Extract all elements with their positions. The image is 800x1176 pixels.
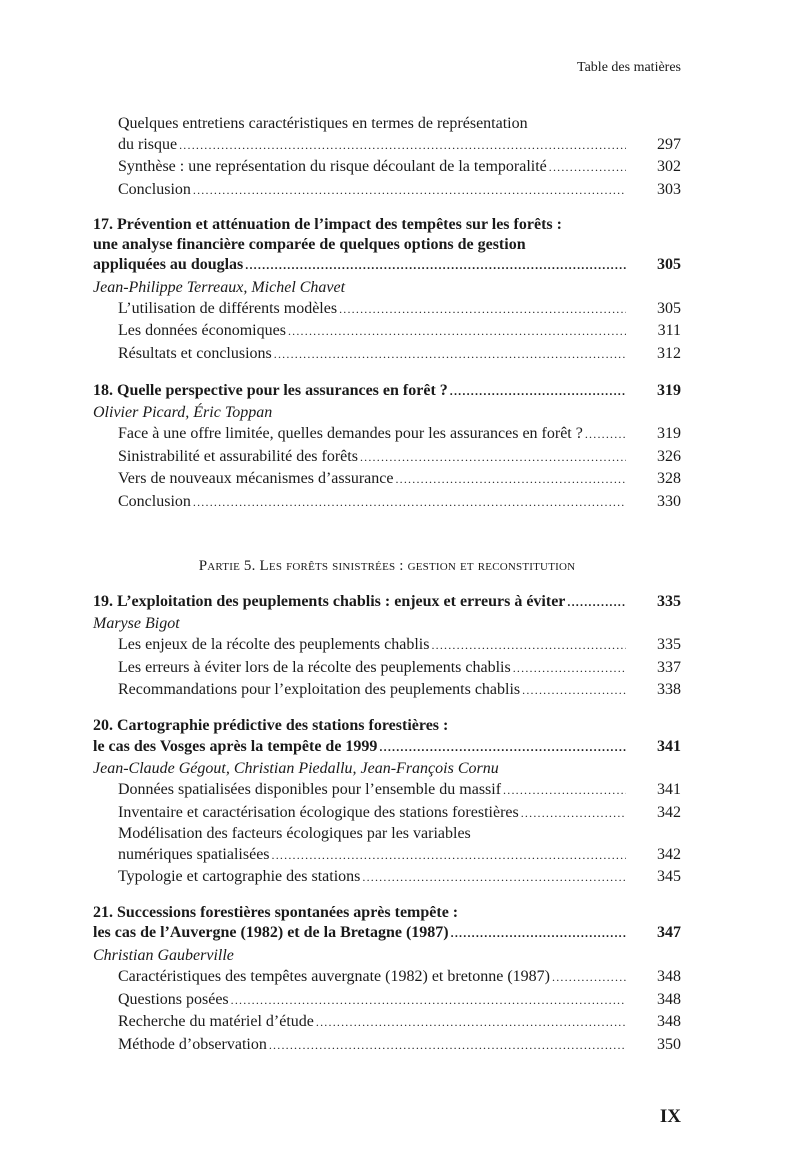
chapter-authors: Maryse Bigot [93,615,180,633]
page-number: 342 [657,845,681,863]
chapter-title: le cas des Vosges après la tempête de 1999 [93,737,378,755]
toc-entry[interactable] [93,1011,681,1034]
chapter-entry[interactable] [93,736,681,759]
page-number: 312 [657,345,681,363]
toc-entry[interactable] [93,657,681,680]
entry-title: Sinistrabilité et assurabilité des forêts [118,447,358,465]
chapter-title-line: 17. Prévention et atténuation de l’impact des tempêtes sur les forêts : [93,216,562,234]
dot-leader [179,134,626,157]
chapter-title-line: 20. Cartographie prédictive des stations forestières : [93,717,449,734]
page-number: 345 [657,868,681,886]
dot-leader [316,1011,626,1034]
toc-entry[interactable] [93,679,681,702]
page-number: 319 [657,425,681,443]
dot-leader [552,966,626,989]
dot-leader [450,380,626,403]
dot-leader [585,423,626,446]
dot-leader [431,634,626,657]
entry-title: Données spatialisées disponibles pour l’ensemble du massif [118,781,502,799]
toc-entry[interactable] [93,802,681,825]
chapter-authors: Christian Gauberville [93,947,234,965]
toc-entry[interactable] [93,634,681,657]
page-number: 305 [657,299,681,317]
chapter-title: 18. Quelle perspective pour les assurances en forêt ? [93,381,448,399]
page-number: 337 [657,658,681,676]
dot-leader [513,657,626,680]
entry-title: Caractéristiques des tempêtes auvergnate (1982) et bretonne (1987) [118,968,550,986]
entry-title: Conclusion [118,180,191,198]
entry-title: Face à une offre limitée, quelles demandes pour les assurances en forêt ? [118,425,583,443]
entry-title: du risque [118,135,178,153]
toc-entry[interactable] [93,320,681,343]
toc-entry[interactable] [93,179,681,202]
entry-title: L’utilisation de différents modèles [118,299,338,317]
toc-entry[interactable] [93,1034,681,1057]
entry-title: Synthèse : une représentation du risque découlant de la temporalité [118,158,547,176]
dot-leader [360,446,626,469]
dot-leader [549,156,626,179]
chapter-title: 19. L’exploitation des peuplements chablis : enjeux et erreurs à éviter [93,592,566,610]
toc-entry[interactable] [93,491,681,514]
entry-title: Résultats et conclusions [118,345,272,363]
entry-title: Les enjeux de la récolte des peuplements chablis [118,636,430,654]
dot-leader [288,320,626,343]
page-number: 302 [657,158,681,176]
dot-leader [567,591,626,614]
chapter-authors: Olivier Picard, Éric Toppan [93,404,273,422]
page-number: 348 [657,968,681,986]
page-number: 297 [657,135,681,153]
chapter-authors: Jean-Philippe Terreaux, Michel Chavet [93,278,346,296]
toc-entry[interactable] [93,779,681,802]
entry-title: Méthode d’observation [118,1035,267,1053]
toc-entry[interactable] [93,989,681,1012]
chapter-entry[interactable] [93,254,681,277]
page-number: 338 [657,681,681,699]
dot-leader [231,989,626,1012]
dot-leader [503,779,626,802]
dot-leader [521,802,626,825]
page-number: 348 [657,1013,681,1031]
entry-title: Les erreurs à éviter lors de la récolte des peuplements chablis [118,658,511,676]
dot-leader [274,343,626,366]
toc-entry-wrap: Quelques entretiens caractéristiques en termes de représentation [118,115,528,132]
toc-entry[interactable] [93,134,681,157]
chapter-title-line: une analyse financière comparée de quelques options de gestion [93,235,526,253]
chapter-title: appliquées au douglas [93,256,244,274]
toc-entry[interactable] [93,866,681,889]
chapter-entry[interactable] [93,591,681,614]
toc-entry[interactable] [93,844,681,867]
page-number: 305 [657,256,681,274]
entry-title: Questions posées [118,990,229,1008]
dot-leader [362,866,626,889]
entry-title: Typologie et cartographie des stations [118,868,361,886]
dot-leader [245,254,626,277]
chapter-entry[interactable] [93,922,681,945]
page-number: 328 [657,470,681,488]
toc-entry[interactable] [93,966,681,989]
toc-entry-wrap: Modélisation des facteurs écologiques par les variables [118,825,471,843]
dot-leader [451,922,626,945]
entry-title: Inventaire et caractérisation écologique des stations forestières [118,803,519,821]
dot-leader [193,179,626,202]
toc-entry[interactable] [93,298,681,321]
page-number: 319 [657,381,681,399]
chapter-authors: Jean-Claude Gégout, Christian Piedallu, Jean-François Cornu [93,760,499,778]
toc-entry[interactable] [93,156,681,179]
dot-leader [522,679,626,702]
dot-leader [269,1034,626,1057]
page-number: 326 [657,447,681,465]
page-number: 303 [657,180,681,198]
dot-leader [339,298,626,321]
dot-leader [395,468,626,491]
part-heading: Partie 5. Les forêts sinistrées : gestion et reconstitution [198,557,576,574]
page-number: 330 [657,493,681,511]
page-number: 342 [657,803,681,821]
entry-title: Les données économiques [118,322,286,340]
toc-entry[interactable] [93,446,681,469]
page-number: 341 [657,781,681,799]
dot-leader [379,736,626,759]
dot-leader [272,844,626,867]
page-number: 311 [657,322,681,340]
chapter-title-line: 21. Successions forestières spontanées après tempête : [93,903,459,921]
page-number: 335 [657,592,681,610]
page-number: 341 [657,737,681,755]
entry-title: Recommandations pour l’exploitation des peuplements chablis [118,681,521,699]
page-number: 347 [657,924,681,942]
entry-title: Vers de nouveaux mécanismes d’assurance [118,470,394,488]
toc-entry[interactable] [93,343,681,366]
chapter-entry[interactable] [93,380,681,403]
toc-entry[interactable] [93,423,681,446]
dot-leader [193,491,626,514]
chapter-title: les cas de l’Auvergne (1982) et de la Bretagne (1987) [93,924,449,942]
table-of-contents [93,114,681,1056]
entry-title: numériques spatialisées [118,845,270,863]
page-folio: IX [659,1106,681,1127]
page-number: 350 [657,1035,681,1053]
entry-title: Recherche du matériel d’étude [118,1013,314,1031]
running-header: Table des matières [577,60,681,75]
toc-entry[interactable] [93,468,681,491]
entry-title: Conclusion [118,493,191,511]
page-number: 335 [657,636,681,654]
page-number: 348 [657,990,681,1008]
